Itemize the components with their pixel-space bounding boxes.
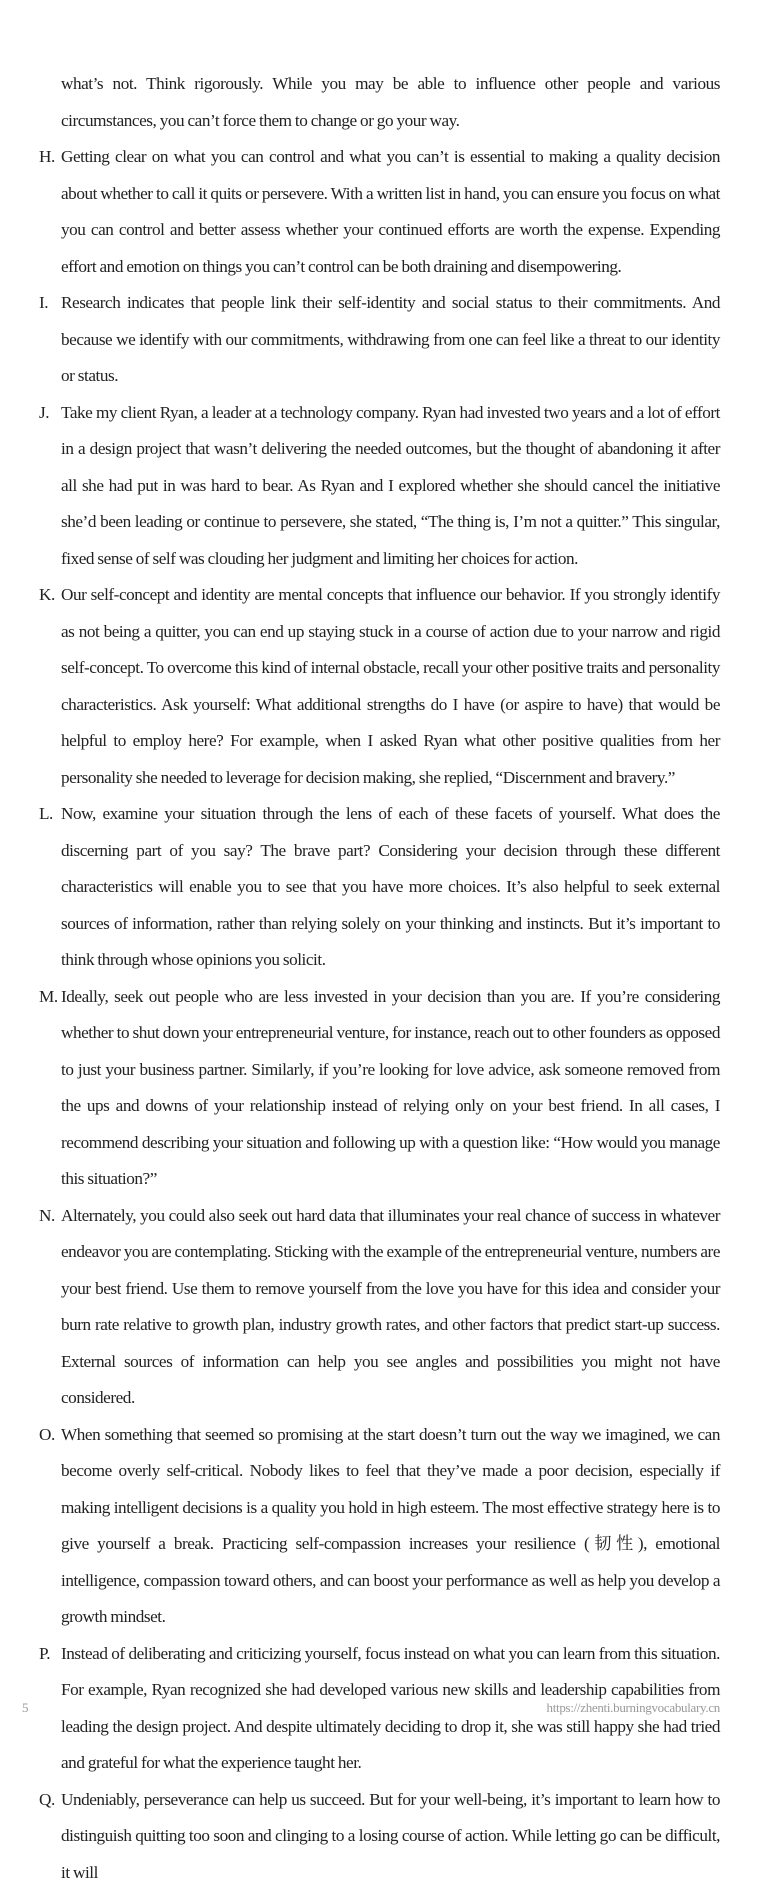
paragraph-label: O. <box>39 1417 55 1454</box>
paragraph-l <box>39 796 720 979</box>
source-url[interactable]: https://zhenti.burningvocabulary.cn <box>547 1700 721 1716</box>
paragraph-o <box>39 1417 720 1636</box>
paragraph-n <box>39 1198 720 1417</box>
paragraph-text: Take my client Ryan, a leader at a technology company. Ryan had invested two years and a lot of effort in a design project that wasn’t delivering the needed outcomes, but the thought of abandoning it after all she had put in was hard to bear. As Ryan and I explored whether she should cancel the initiative she’d been leading or continue to persevere, she stated, “The thing is, I’m not a quitter.” This singular, fixed sense of self was clouding her judgment and limiting her choices for action. <box>61 403 720 568</box>
paragraph-h <box>39 139 720 285</box>
paragraph-label: Q. <box>39 1782 55 1819</box>
paragraph-text: Undeniably, perseverance can help us succeed. But for your well-being, it’s important to learn how to distinguish quitting too soon and clinging to a losing course of action. While letting go can be difficult, it will <box>61 1790 720 1882</box>
paragraph-label: P. <box>39 1636 50 1673</box>
paragraph-label: I. <box>39 285 48 322</box>
paragraph-text: Our self-concept and identity are mental concepts that influence our behavior. If you strongly identify as not being a quitter, you can end up staying stuck in a course of action due to your narrow and rigid self-concept. To overcome this kind of internal obstacle, recall your other positive traits and personality characteristics. Ask yourself: What additional strengths do I have (or aspire to have) that would be helpful to employ here? For example, when I asked Ryan what other positive qualities from her personality she needed to leverage for decision making, she replied, “Discernment and bravery.” <box>61 585 720 787</box>
paragraph-text: Alternately, you could also seek out hard data that illuminates your real chance of success in whatever endeavor you are contemplating. Sticking with the example of the entrepreneurial venture, numbers are your best friend. Use them to remove yourself from the love you have for this idea and consider your burn rate relative to growth plan, industry growth rates, and other factors that predict start-up success. External sources of information can help you see angles and possibilities you might not have considered. <box>61 1206 720 1408</box>
paragraph-text: Instead of deliberating and criticizing yourself, focus instead on what you can learn from this situation. For example, Ryan recognized she had developed various new skills and leadership capabilities from leading the design project. And despite ultimately deciding to drop it, she was still happy she had tried and grateful for what the experience taught her. <box>61 1644 720 1773</box>
paragraph-j <box>39 395 720 578</box>
paragraph-label: H. <box>39 139 55 176</box>
paragraph-q <box>39 1782 720 1891</box>
paragraph-k <box>39 577 720 796</box>
paragraph-label: L. <box>39 796 53 833</box>
page-number: 5 <box>22 1700 29 1716</box>
paragraph-label: J. <box>39 395 49 432</box>
paragraph-text: Now, examine your situation through the lens of each of these facets of yourself. What does the discerning part of you say? The brave part? Considering your decision through these different characteristics will enable you to see that you have more choices. It’s also helpful to seek external sources of information, rather than relying solely on your thinking and instincts. But it’s important to think through whose opinions you solicit. <box>61 804 720 969</box>
paragraph-label: N. <box>39 1198 55 1235</box>
paragraph-continued <box>39 66 720 139</box>
document-body <box>39 66 720 1891</box>
paragraph-m <box>39 979 720 1198</box>
paragraph-text: Ideally, seek out people who are less invested in your decision than you are. If you’re considering whether to shut down your entrepreneurial venture, for instance, reach out to other founders as opposed to just your business partner. Similarly, if you’re looking for love advice, ask someone removed from the ups and downs of your relationship instead of relying only on your best friend. In all cases, I recommend describing your situation and following up with a question like: “How would you manage this situation?” <box>61 987 720 1189</box>
paragraph-text: When something that seemed so promising at the start doesn’t turn out the way we imagined, we can become overly self-critical. Nobody likes to feel that they’ve made a poor decision, especially if making intelligent decisions is a quality you hold in high esteem. The most effective strategy here is to give yourself a break. Practicing self-compassion increases your resilience (韧性), emotional intelligence, compassion toward others, and can boost your performance as well as help you develop a growth mindset. <box>61 1425 720 1627</box>
paragraph-label: K. <box>39 577 55 614</box>
paragraph-text: what’s not. Think rigorously. While you may be able to influence other people and various circumstances, you can’t force them to change or go your way. <box>61 74 720 130</box>
paragraph-label: M. <box>39 979 58 1016</box>
paragraph-i <box>39 285 720 395</box>
paragraph-text: Getting clear on what you can control and what you can’t is essential to making a quality decision about whether to call it quits or persevere. With a written list in hand, you can ensure you focus on what you can control and better assess whether your continued efforts are worth the expense. Expending effort and emotion on things you can’t control can be both draining and disempowering. <box>61 147 720 276</box>
paragraph-text: Research indicates that people link their self-identity and social status to their commitments. And because we identify with our commitments, withdrawing from one can feel like a threat to our identity or status. <box>61 293 720 385</box>
